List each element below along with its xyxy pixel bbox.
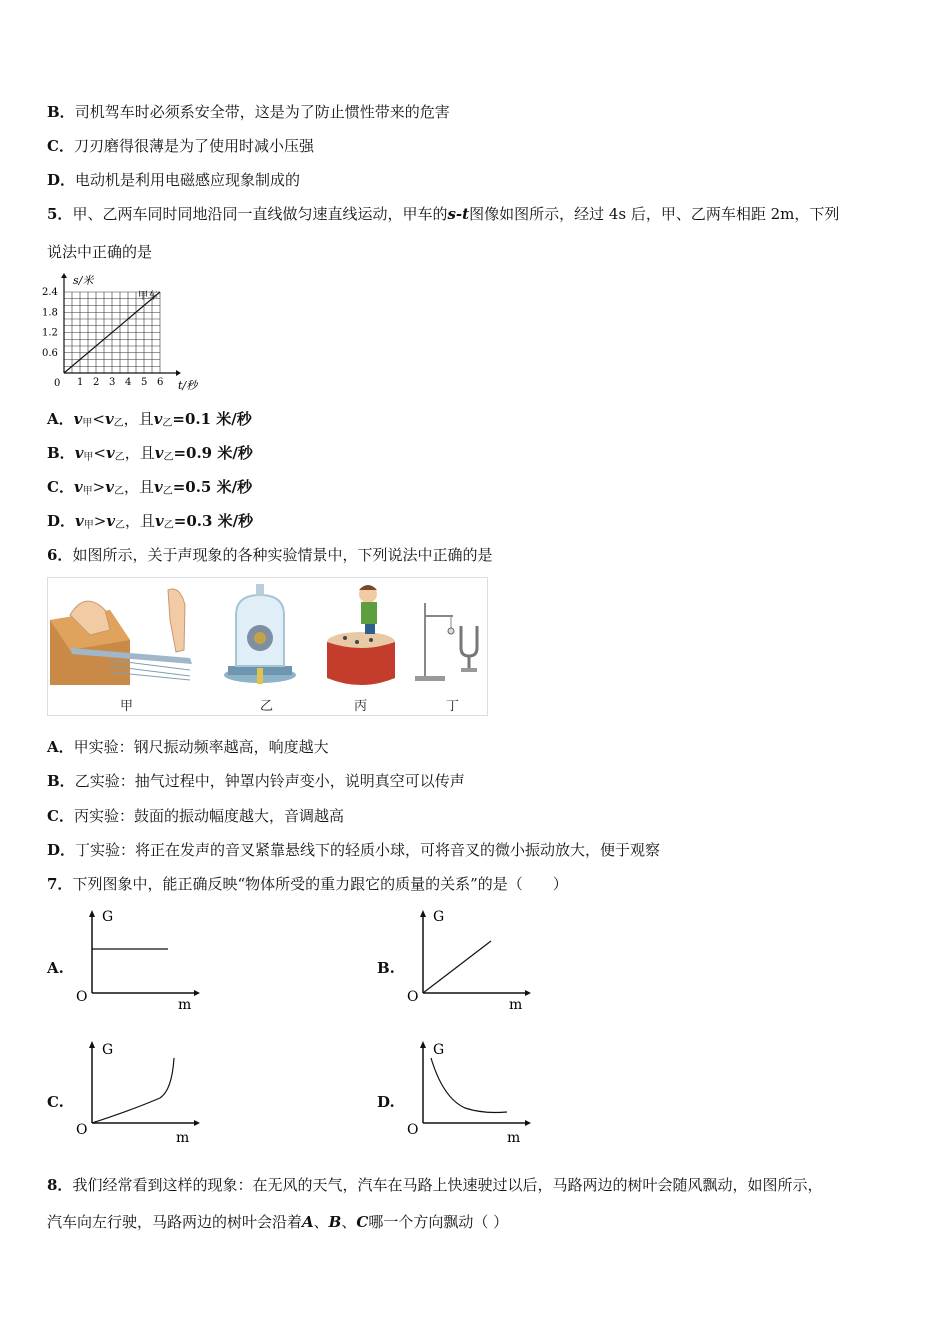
v-symbol: v [155, 512, 164, 530]
graph-ylabel: G [102, 1042, 114, 1058]
v-symbol: v [73, 410, 83, 428]
question-number: 8． [47, 1176, 73, 1194]
graph-label: A. [47, 959, 64, 977]
sub-yi: 乙 [163, 452, 174, 463]
sub-jia: 甲 [83, 452, 94, 463]
q5-option-b [47, 443, 253, 468]
graph-ylabel: G [433, 909, 445, 925]
v-symbol: v [75, 512, 84, 530]
v-symbol: v [104, 410, 114, 428]
stem-text: 甲、乙两车同时同地沿同一直线做匀速直线运动，甲车的 [72, 205, 448, 223]
sound-experiments-figure [47, 577, 488, 716]
q6-option-b [47, 771, 465, 791]
x-tick-label: 6 [157, 377, 164, 388]
q5-option-c [47, 477, 252, 502]
graph-b [403, 905, 533, 1015]
v-symbol: v [153, 478, 163, 496]
graph-ylabel: G [433, 1042, 445, 1058]
chart-ylabel: s/米 [73, 274, 94, 287]
q5-stem-line2 [47, 242, 152, 262]
graph-c [72, 1038, 202, 1148]
value: =0.3 米/秒 [173, 512, 254, 530]
x-tick-label: 3 [109, 377, 116, 388]
direction-c: C [356, 1213, 369, 1231]
v-symbol: v [105, 444, 115, 462]
graph-d-curve [431, 1058, 507, 1113]
q8-stem-line1 [47, 1175, 822, 1195]
graph-ylabel: G [102, 909, 114, 925]
v-symbol: v [154, 444, 164, 462]
sub-yi: 乙 [162, 486, 173, 497]
sub-jia: 甲 [82, 418, 93, 429]
y-tick-label: 2.4 [42, 287, 58, 298]
q7-label-d [377, 1092, 395, 1112]
x-axis-arrow [176, 370, 181, 376]
caption-bing: 丙 [354, 699, 368, 714]
option-text: 电动机是利用电磁感应现象制成的 [75, 171, 301, 189]
question-number: 6． [47, 546, 73, 564]
stem-text: 说法中正确的是 [47, 243, 153, 261]
x-tick-label: 5 [141, 377, 148, 388]
separator: 、 [341, 1213, 357, 1231]
relation: > [92, 478, 106, 496]
q6-stem [47, 545, 492, 565]
graph-origin: O [76, 1122, 88, 1138]
graph-origin: O [76, 989, 88, 1005]
q7-label-c [47, 1092, 64, 1112]
option-text: 甲实验：钢尺振动频率越高，响度越大 [73, 738, 329, 756]
v-symbol: v [105, 478, 114, 496]
sub-yi: 乙 [162, 418, 173, 429]
stem-text: 我们经常看到这样的现象：在无风的天气，汽车在马路上快速驶过以后，马路两边的树叶会随风飘动，如图所示， [72, 1176, 823, 1194]
v-symbol: v [74, 444, 84, 462]
sub-jia: 甲 [83, 520, 94, 531]
option-label: A． [47, 738, 74, 756]
graph-origin: O [407, 989, 419, 1005]
y-tick-label: 1.8 [42, 307, 58, 319]
option-label: D． [47, 512, 76, 530]
x-tick-label: 1 [77, 377, 84, 388]
option-label: D． [47, 171, 76, 189]
option-label: D． [47, 841, 76, 859]
value: =0.1 米/秒 [172, 410, 252, 428]
stem-text: 图像如图所示，经过 4s 后，甲、乙两车相距 2m，下列 [469, 205, 840, 223]
q5-stem-line1 [47, 204, 839, 224]
relation: > [93, 512, 107, 530]
series-label: 甲车 [138, 291, 158, 302]
option-text: 刀刃磨得很薄是为了使用时减小压强 [73, 137, 314, 155]
question-number: 7． [47, 875, 73, 893]
graph-c-curve [92, 1058, 174, 1123]
y-tick-label: 1.2 [42, 327, 58, 339]
direction-a: A [302, 1213, 314, 1231]
stem-text: 下列图象中，能正确反映“物体所受的重力跟它的质量的关系”的是（ ） [72, 875, 568, 893]
option-text: 司机驾车时必须系安全带，这是为了防止惯性带来的危害 [74, 103, 450, 121]
caption-jia: 甲 [120, 699, 134, 714]
chart-xlabel: t/秒 [178, 379, 198, 392]
separator: 、 [313, 1213, 329, 1231]
v-symbol: v [106, 512, 116, 530]
sub-jia: 甲 [82, 486, 93, 497]
conj: ，且 [125, 512, 156, 530]
q7-stem [47, 874, 568, 894]
caption-ding: 丁 [446, 699, 460, 714]
bell-jar-illustration [220, 580, 300, 690]
value: =0.5 米/秒 [172, 478, 253, 496]
conj: ，且 [123, 410, 154, 428]
option-label: B． [47, 772, 75, 790]
option-label: C． [47, 478, 74, 496]
q5-option-a [47, 409, 252, 434]
y-axis-arrow [61, 273, 67, 278]
st-graph [40, 270, 220, 395]
chart-origin: 0 [54, 378, 61, 389]
graph-label: D. [377, 1093, 395, 1111]
graph-label: C. [47, 1093, 64, 1111]
graph-xlabel: m [509, 997, 523, 1013]
q5-option-d [47, 511, 253, 536]
st-label: s-t [447, 205, 470, 223]
graph-xlabel: m [178, 997, 192, 1013]
caption-yi: 乙 [260, 699, 274, 714]
q6-option-d [47, 840, 660, 860]
x-tick-label: 2 [93, 377, 100, 388]
stem-text: 哪一个方向飘动（ ） [368, 1213, 509, 1231]
conj: ，且 [123, 478, 154, 496]
option-label: B． [47, 103, 75, 121]
sub-yi: 乙 [114, 452, 125, 463]
y-tick-label: 0.6 [42, 347, 58, 359]
q4-option-c [47, 136, 314, 156]
drum-experiment-illustration [323, 580, 403, 690]
option-text: 乙实验：抽气过程中，钟罩内铃声变小，说明真空可以传声 [74, 772, 465, 790]
option-label: C． [47, 807, 74, 825]
direction-b: B [328, 1213, 342, 1231]
option-text: 丙实验：鼓面的振动幅度越大，音调越高 [73, 807, 344, 825]
graph-a [72, 905, 202, 1015]
value: =0.9 米/秒 [173, 444, 253, 462]
q4-option-d [47, 170, 300, 190]
relation: < [92, 410, 105, 428]
q7-label-a [47, 958, 64, 978]
question-number: 5． [47, 205, 73, 223]
graph-d [403, 1038, 533, 1148]
relation: < [93, 444, 106, 462]
sub-yi: 乙 [115, 520, 126, 531]
q6-option-c [47, 806, 344, 826]
option-text: 丁实验：将正在发声的音叉紧靠悬线下的轻质小球，可将音叉的微小振动放大，便于观察 [75, 841, 661, 859]
graph-xlabel: m [176, 1130, 190, 1146]
sub-yi: 乙 [113, 486, 124, 497]
tuning-fork-illustration [413, 598, 488, 688]
option-label: A． [47, 410, 74, 428]
q7-label-b [377, 958, 395, 978]
option-label: B． [47, 444, 75, 462]
stem-text: 汽车向左行驶，马路两边的树叶会沿着 [47, 1213, 303, 1231]
stem-text: 如图所示，关于声现象的各种实验情景中，下列说法中正确的是 [72, 546, 493, 564]
q6-option-a [47, 737, 329, 757]
x-tick-label: 4 [125, 377, 132, 388]
ruler-experiment-illustration [50, 580, 200, 690]
graph-origin: O [407, 1122, 419, 1138]
graph-label: B. [377, 959, 395, 977]
graph-b-curve [423, 941, 491, 993]
option-label: C． [47, 137, 74, 155]
sub-yi: 乙 [163, 520, 174, 531]
v-symbol: v [73, 478, 83, 496]
v-symbol: v [153, 410, 163, 428]
conj: ，且 [124, 444, 155, 462]
q8-stem-line2 [47, 1212, 508, 1232]
sub-yi: 乙 [113, 418, 124, 429]
graph-xlabel: m [507, 1130, 521, 1146]
q4-option-b [47, 102, 450, 122]
